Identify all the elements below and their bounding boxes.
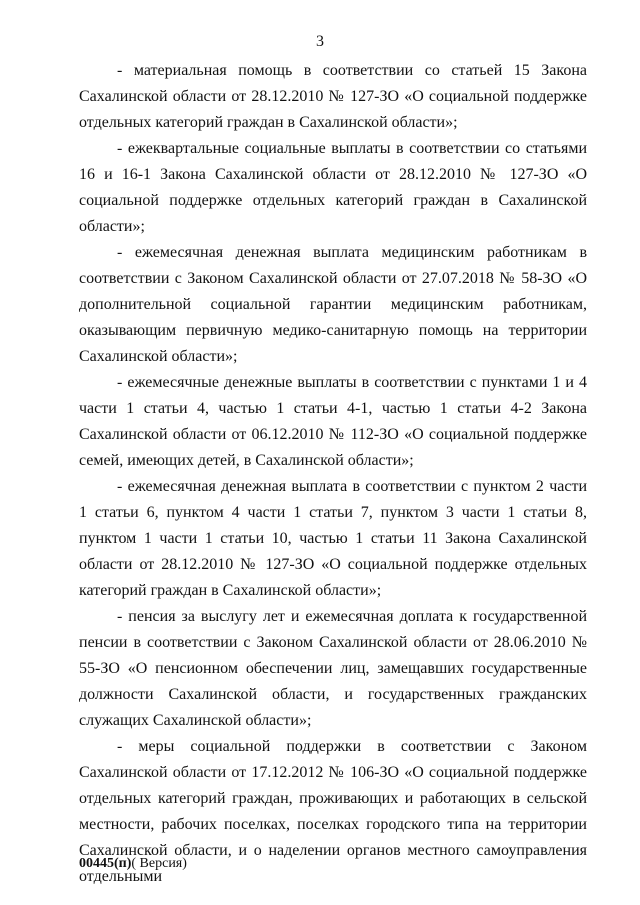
list-item: - материальная помощь в соответствии со статьей 15 Закона Сахалинской области от 28.12.2010 № 127-ЗО «О социальной поддержке отдельных категорий граждан в Сахалинской области»; [79, 62, 587, 131]
list-item: - ежемесячная денежная выплата медицинским работникам в соответствии с Законом Сахалинской области от 27.07.2018 № 58-ЗО «О дополнительной социальной гарантии медицинским работникам, оказывающим первичную медико-санитарную помощь на территории Сахалинской области»; [79, 244, 587, 365]
document-body [79, 58, 587, 890]
page-number: 3 [316, 33, 324, 50]
list-item: - ежемесячная денежная выплата в соответствии с пунктом 2 части 1 статьи 6, пунктом 4 части 1 статьи 7, пунктом 3 части 1 статьи 8, пунктом 1 части 1 статьи 10, частью 1 статьи 11 Закона Сахалинской области от 28.12.2010 № 127-ЗО «О социальной поддержке отдельных категорий граждан в Сахалинской области»; [79, 478, 587, 599]
version-label: ( Версия) [131, 856, 187, 871]
list-item: - меры социальной поддержки в соответствии с Законом Сахалинской области от 17.12.2012 № 106-ЗО «О социальной поддержке отдельных категорий граждан, проживающих и работающих в сельской местности, рабочих поселках, поселках городского типа на территории Сахалинской области, и о наделении органов местного самоуправления отдельными [79, 738, 587, 885]
list-item: - ежеквартальные социальные выплаты в соответствии со статьями 16 и 16-1 Закона Сахалинской области от 28.12.2010 № 127-ЗО «О социальной поддержке отдельных категорий граждан в Сахалинской области»; [79, 140, 587, 235]
footer [79, 855, 187, 873]
document-code: 00445(п) [79, 856, 132, 871]
list-item: - ежемесячные денежные выплаты в соответствии с пунктами 1 и 4 части 1 статьи 4, частью 1 статьи 4-1, частью 1 статьи 4-2 Закона Сахалинской области от 06.12.2010 № 112-ЗО «О социальной поддержке семей, имеющих детей, в Сахалинской области»; [79, 374, 587, 469]
list-item: - пенсия за выслугу лет и ежемесячная доплата к государственной пенсии в соответствии с Законом Сахалинской области от 28.06.2010 № 55-ЗО «О пенсионном обеспечении лиц, замещавших государственные должности Сахалинской области, и государственных гражданских служащих Сахалинской области»; [79, 608, 587, 729]
